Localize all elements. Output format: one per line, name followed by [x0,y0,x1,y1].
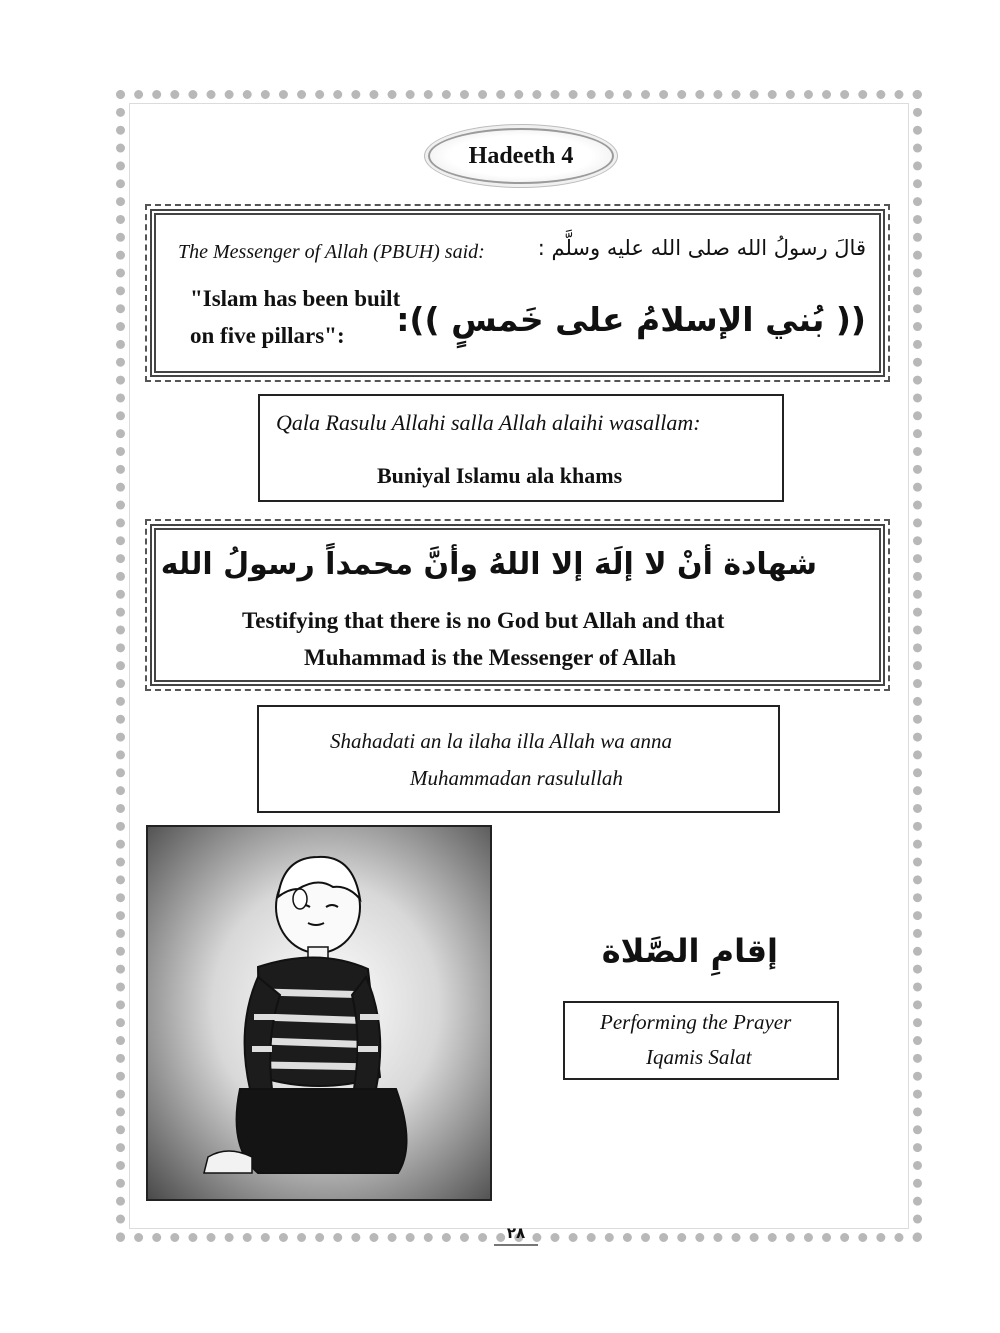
transliteration-1-line-1: Qala Rasulu Allahi salla Allah alaihi wasallam: [276,410,701,435]
praying-boy-illustration [146,825,492,1201]
intro-english-label: The Messenger of Allah (PBUH) said: [178,241,485,263]
pillar-1-english-line-2: Muhammad is the Messenger of Allah [304,645,677,670]
praying-boy-drawing [148,827,490,1199]
pillar-2-arabic: إقامِ الصَّلاة [601,932,778,970]
title-cartouche [428,128,614,184]
pillar-1-english-line-1: Testifying that there is no God but Allah and that [242,608,725,633]
intro-quote-line-1: "Islam has been built [190,286,401,311]
page-number: ٢٨ [494,1222,538,1246]
transliteration-2-line-2: Muhammadan rasulullah [410,766,623,790]
pillar-2-english-line-2: Iqamis Salat [646,1045,752,1069]
pillar-2-english-line-1: Performing the Prayer [600,1010,792,1034]
transliteration-1-line-2: Buniyal Islamu ala khams [377,463,623,488]
pillar-1-arabic: شهادة أنْ لا إلَهَ إلا اللهُ وأنَّ محمداً رسولُ الله [160,547,817,582]
intro-arabic-label: قالَ رسولُ الله صلى الله عليه وسلَّم : [537,236,866,260]
page-title: Hadeeth 4 [468,142,574,169]
intro-arabic-quote: (( بُني الإسلامُ على خَمسٍ )): [396,300,866,339]
transliteration-2-line-1: Shahadati an la ilaha illa Allah wa anna [330,729,673,753]
transliteration-box-2 [257,705,780,813]
intro-quote-line-2: on five pillars": [190,323,345,348]
